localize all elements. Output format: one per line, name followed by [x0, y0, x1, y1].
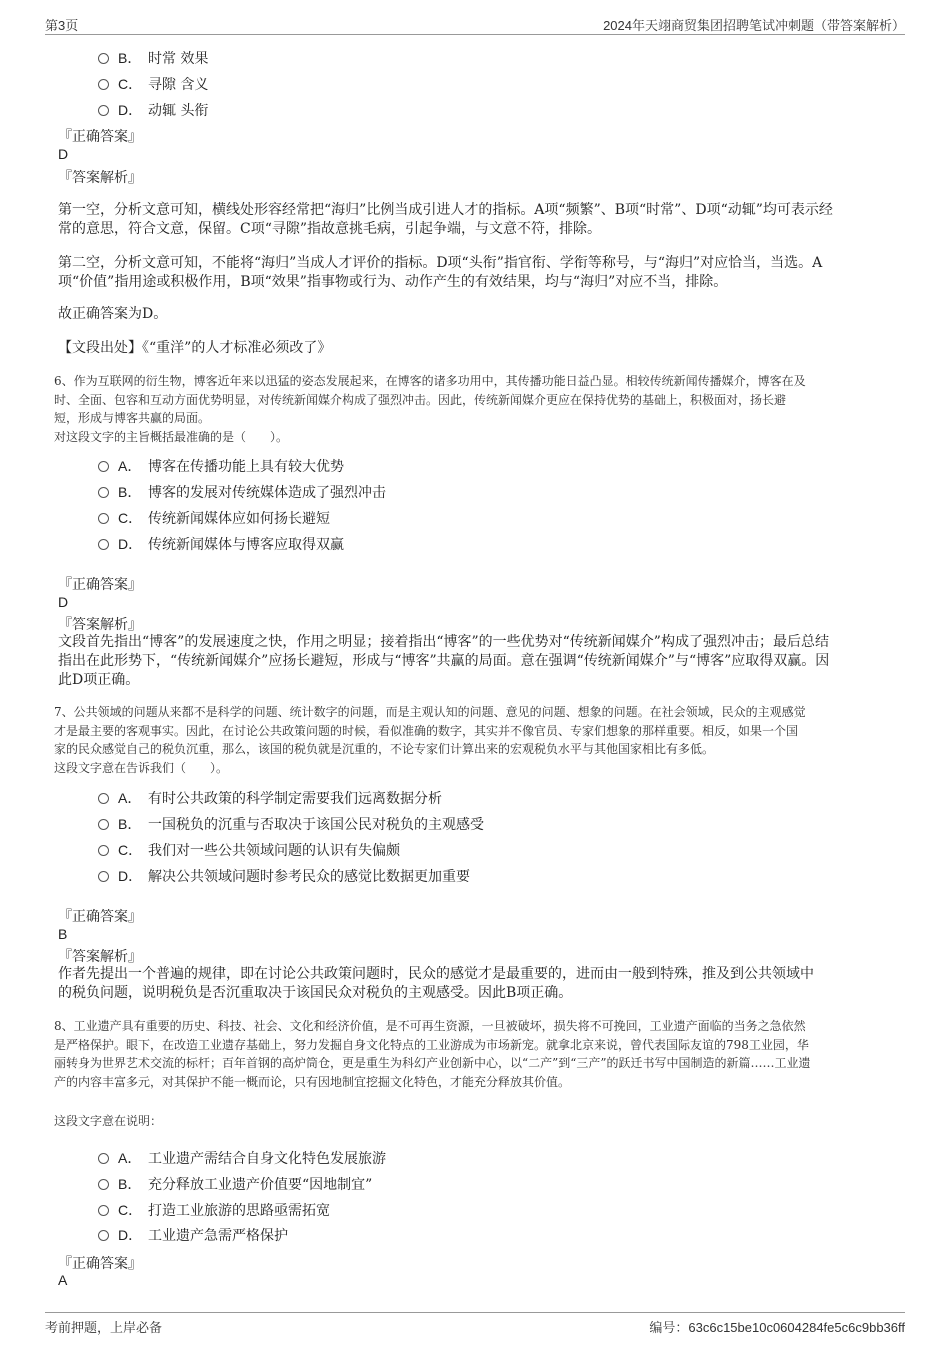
option-text: 我们对一些公共领域问题的认识有失偏颇 — [148, 843, 400, 859]
q8-answer: A — [58, 1272, 68, 1288]
option-text: 打造工业旅游的思路亟需拓宽 — [148, 1203, 330, 1219]
q7-analysis-label: 『答案解析』 — [58, 949, 142, 965]
text-line: 短，形成与博客共赢的局面。 — [54, 411, 211, 425]
text-line: 项“价值”指用途或积极作用，B项“效果”指事物或行为、动作产生的有效结果，均与“海归”对应不当，排除。 — [58, 274, 728, 290]
page-footer — [45, 1312, 905, 1335]
option-letter: B． — [118, 816, 142, 832]
radio-icon[interactable] — [98, 819, 109, 830]
option-text: 博客在传播功能上具有较大优势 — [148, 459, 344, 475]
q6-answer: D — [58, 594, 69, 610]
option-text: 工业遗产急需严格保护 — [148, 1228, 288, 1244]
text-line: 是严格保护。眼下，在改造工业遗存基础上，努力发掘自身文化特点的工业游成为市场新宠。就拿北京来说，曾代表国际友谊的798工业园，华 — [54, 1037, 809, 1052]
option-letter: D． — [118, 1227, 143, 1243]
option-letter: D． — [118, 536, 143, 552]
document-code — [649, 1317, 905, 1336]
q5-analysis-paragraph-1 — [58, 201, 888, 239]
q5-analysis-paragraph-2 — [58, 254, 888, 292]
q8-option-c[interactable] — [98, 1200, 330, 1220]
radio-icon[interactable] — [98, 105, 109, 116]
text-line: 产的内容丰富多元，对其保护不能一概而论，只有因地制宜挖掘文化特色，才能充分释放其价值。 — [54, 1074, 571, 1089]
option-text: 传统新闻媒体应如何扬长避短 — [148, 511, 330, 527]
q6-option-a[interactable] — [98, 456, 344, 476]
radio-icon[interactable] — [98, 871, 109, 882]
q6-option-c[interactable] — [98, 508, 330, 528]
q6-option-d[interactable] — [98, 534, 344, 554]
text-line: 文段首先指出“博客”的发展速度之快，作用之明显；接着指出“博客”的一些优势对“传统新闻媒介”构成了强烈冲击；最后总结 — [58, 634, 829, 650]
radio-icon[interactable] — [98, 1230, 109, 1241]
document-title: 2024年天翊商贸集团招聘笔试冲刺题（带答案解析） — [603, 18, 905, 33]
q6-answer-label: 『正确答案』 — [58, 577, 142, 593]
q5-option-d[interactable] — [98, 100, 208, 120]
radio-icon[interactable] — [98, 1205, 109, 1216]
option-letter: B． — [118, 50, 142, 66]
option-text: 寻隙 含义 — [148, 77, 209, 93]
option-letter: A． — [118, 790, 142, 806]
text-line: 7、公共领域的问题从来都不是科学的问题、统计数字的问题，而是主观认知的问题、意见的问题、想象的问题。在社会领域，民众的主观感觉 — [54, 705, 806, 719]
text-line: 第二空，分析文意可知，不能将“海归”当成人才评价的指标。D项“头衔”指官衔、学衔等称号，与“海归”对应恰当，当选。A — [58, 255, 823, 271]
page-header — [45, 12, 905, 35]
footer-slogan: 考前押题，上岸必备 — [45, 1320, 163, 1335]
radio-icon[interactable] — [98, 487, 109, 498]
option-text: 有时公共政策的科学制定需要我们远离数据分析 — [148, 791, 442, 807]
radio-icon[interactable] — [98, 845, 109, 856]
q7-option-c[interactable] — [98, 840, 400, 860]
option-letter: C． — [118, 842, 143, 858]
text-line: 8、工业遗产具有重要的历史、科技、社会、文化和经济价值，是不可再生资源，一旦被破坏，损失将不可挽回，工业遗产面临的当务之急依然 — [54, 1019, 806, 1033]
text-line: 常的意思，符合文意，保留。C项“寻隙”指故意挑毛病，引起争端，与文意不符，排除。 — [58, 221, 602, 237]
text-line: 指出在此形势下，“传统新闻媒介”应扬长避短，形成与“博客”共赢的局面。意在强调“传统新闻媒介”与“博客”应取得双赢。因 — [58, 653, 830, 669]
q7-stem — [54, 703, 896, 777]
q7-option-b[interactable] — [98, 814, 484, 834]
radio-icon[interactable] — [98, 1153, 109, 1164]
option-text: 解决公共领域问题时参考民众的感觉比数据更加重要 — [148, 869, 470, 885]
q6-stem — [54, 372, 896, 446]
text-line: 时、全面、包容和互动方面优势明显，对传统新闻媒介构成了强烈冲击。因此，传统新闻媒介更应在保持优势的基础上，积极面对，扬长避 — [54, 392, 787, 407]
q6-option-b[interactable] — [98, 482, 386, 502]
code-label: 编号： — [649, 1320, 689, 1335]
question-prompt: 对这段文字的主旨概括最准确的是（ ）。 — [54, 429, 289, 444]
text-line: 6、作为互联网的衍生物，博客近年来以迅猛的姿态发展起来，在博客的诸多功用中，其传播功能日益凸显。相较传统新闻传播媒介，博客在及 — [54, 374, 806, 388]
q5-source: 【文段出处】《“重洋”的人才标准必须改了》 — [58, 340, 332, 356]
q5-option-b[interactable] — [98, 48, 208, 68]
option-text: 时常 效果 — [148, 51, 209, 67]
q8-option-b[interactable] — [98, 1174, 372, 1194]
option-text: 传统新闻媒体与博客应取得双赢 — [148, 537, 344, 553]
option-letter: D． — [118, 102, 143, 118]
q5-conclusion: 故正确答案为D。 — [58, 306, 168, 322]
q8-stem — [54, 1017, 896, 1091]
text-line: 丽转身为世界艺术交流的标杆；百年首钢的高炉筒仓，更是重生为科幻产业创新中心，以“二产”到“三产”的跃迁书写中国制造的新篇……工业遗 — [54, 1056, 811, 1070]
text-line: 才是最主要的客观事实。因此，在讨论公共政策问题的时候，看似准确的数字，其实并不像官员、专家们想象的那样重要。相反，如果一个国 — [54, 723, 799, 738]
radio-icon[interactable] — [98, 539, 109, 550]
text-line: 作者先提出一个普遍的规律，即在讨论公共政策问题时，民众的感觉才是最重要的，进而由一般到特殊，推及到公共领域中 — [58, 966, 814, 982]
q7-answer: B — [58, 926, 68, 942]
q8-answer-label: 『正确答案』 — [58, 1256, 142, 1272]
radio-icon[interactable] — [98, 793, 109, 804]
radio-icon[interactable] — [98, 1179, 109, 1190]
option-letter: D． — [118, 868, 143, 884]
text-line: 的税负问题，说明税负是否沉重取决于该国民众对税负的主观感受。因此B项正确。 — [58, 985, 573, 1001]
q7-analysis — [58, 965, 888, 1003]
question-prompt: 这段文字意在告诉我们（ ）。 — [54, 760, 229, 775]
radio-icon[interactable] — [98, 79, 109, 90]
option-text: 充分释放工业遗产价值要“因地制宜” — [148, 1177, 373, 1193]
q5-answer-label: 『正确答案』 — [58, 129, 142, 145]
q5-answer: D — [58, 146, 69, 162]
option-letter: B． — [118, 1176, 142, 1192]
radio-icon[interactable] — [98, 513, 109, 524]
option-letter: B． — [118, 484, 142, 500]
text-line: 家的民众感觉自己的税负沉重，那么，该国的税负就是沉重的，不论专家们计算出来的宏观税负水平与其他国家相比有多低。 — [54, 742, 715, 756]
q8-question-prompt: 这段文字意在说明： — [54, 1114, 163, 1128]
q7-option-a[interactable] — [98, 788, 442, 808]
q6-analysis — [58, 633, 888, 690]
option-letter: A． — [118, 458, 142, 474]
option-text: 动辄 头衔 — [148, 103, 209, 119]
q7-answer-label: 『正确答案』 — [58, 909, 142, 925]
option-text: 工业遗产需结合自身文化特色发展旅游 — [148, 1151, 386, 1167]
text-line: 此D项正确。 — [58, 672, 140, 688]
option-letter: C． — [118, 1202, 143, 1218]
option-letter: C． — [118, 510, 143, 526]
q5-option-c[interactable] — [98, 74, 208, 94]
radio-icon[interactable] — [98, 461, 109, 472]
page-number: 第3页 — [45, 18, 79, 33]
q8-option-d[interactable] — [98, 1225, 288, 1245]
radio-icon[interactable] — [98, 53, 109, 64]
option-text: 一国税负的沉重与否取决于该国公民对税负的主观感受 — [148, 817, 484, 833]
q5-analysis-label: 『答案解析』 — [58, 170, 142, 186]
q8-option-a[interactable] — [98, 1148, 386, 1168]
q6-analysis-label: 『答案解析』 — [58, 617, 142, 633]
option-letter: A． — [118, 1150, 142, 1166]
text-line: 第一空，分析文意可知，横线处形容经常把“海归”比例当成引进人才的指标。A项“频繁”、B项“时常”、D项“动辄”均可表示经 — [58, 202, 833, 218]
q7-option-d[interactable] — [98, 866, 470, 886]
option-letter: C． — [118, 76, 143, 92]
option-text: 博客的发展对传统媒体造成了强烈冲击 — [148, 485, 386, 501]
code-value: 63c6c15be10c0604284fe5c6c9bb36ff — [688, 1320, 905, 1335]
